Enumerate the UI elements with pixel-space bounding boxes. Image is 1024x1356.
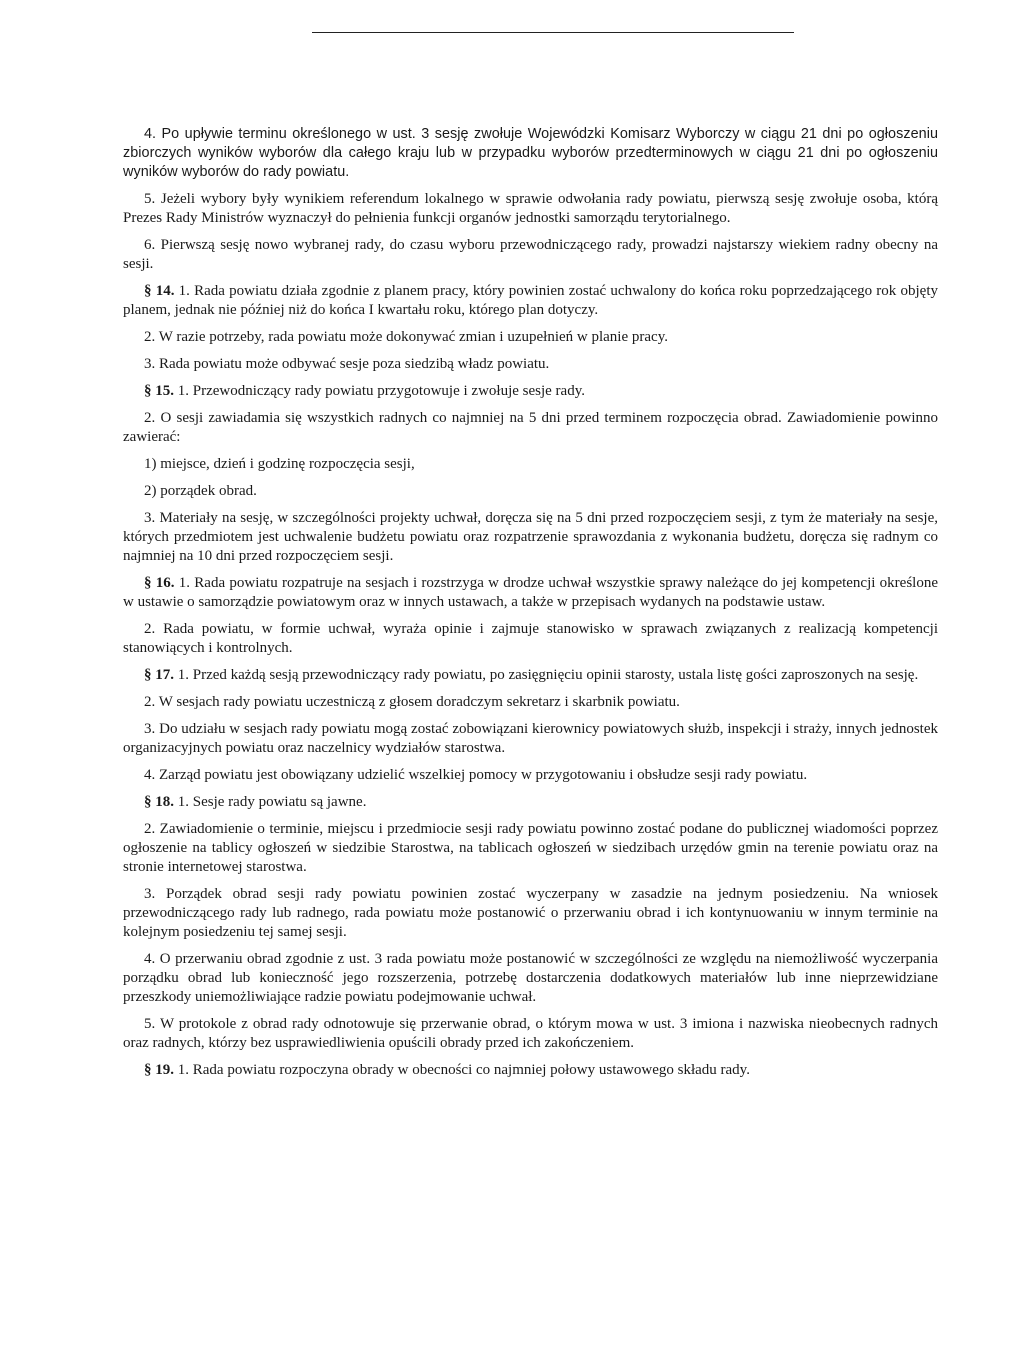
paragraph [123, 820, 938, 877]
paragraph [123, 1061, 938, 1080]
paragraph [123, 793, 938, 812]
paragraph [123, 282, 938, 320]
paragraph [123, 885, 938, 942]
paragraph [123, 355, 938, 374]
section-number: § 14. [144, 283, 175, 299]
paragraph-text: 1. Sesje rady powiatu są jawne. [174, 794, 367, 810]
section-number: § 15. [144, 383, 174, 399]
list-item [123, 482, 938, 501]
paragraph-text: 5. Jeżeli wybory były wynikiem referendum lokalnego w sprawie odwołania rady powiatu, pierwszą sesję zwołuje osoba, którą Prezes Rady Ministrów wyznaczył do pełnienia funkcji organów jednostki samorządu terytorialnego. [123, 191, 938, 226]
paragraph-text: 2. O sesji zawiadamia się wszystkich radnych co najmniej na 5 dni przed terminem rozpoczęcia obrad. Zawiadomienie powinno zawierać: [123, 410, 938, 445]
section-number: § 16. [144, 575, 175, 591]
document-body [123, 125, 938, 1088]
list-item [123, 455, 938, 474]
paragraph-text: 1. Rada powiatu działa zgodnie z planem pracy, który powinien zostać uchwalony do końca roku poprzedzającego rok objęty planem, jednak nie później niż do końca I kwartału roku, którego plan dotyczy. [123, 283, 938, 318]
paragraph-text: 6. Pierwszą sesję nowo wybranej rady, do czasu wyboru przewodniczącego rady, prowadzi najstarszy wiekiem radny obecny na sesji. [123, 237, 938, 272]
paragraph-text: 1. Przewodniczący rady powiatu przygotowuje i zwołuje sesje rady. [174, 383, 585, 399]
paragraph-text: 2. W sesjach rady powiatu uczestniczą z głosem doradczym sekretarz i skarbnik powiatu. [144, 694, 680, 710]
paragraph-text: 2. Zawiadomienie o terminie, miejscu i przedmiocie sesji rady powiatu powinno zostać podane do publicznej wiadomości poprzez ogłoszenie na tablicy ogłoszeń w siedzibie Starostwa, na tablicach ogłoszeń w siedzibach urzędów gmin na terenie powiatu oraz na stronie internetowej starostwa. [123, 821, 938, 875]
list-item-text: 2) porządek obrad. [144, 483, 257, 499]
paragraph-text: 3. Porządek obrad sesji rady powiatu powinien zostać wyczerpany w zasadzie na jednym posiedzeniu. Na wniosek przewodniczącego rady lub radnego, rada powiatu może postanowić o przerwaniu obrad i ich kontynuowaniu w innym terminie na kolejnym posiedzeniu tej samej sesji. [123, 886, 938, 940]
paragraph [123, 382, 938, 401]
paragraph-text: 1. Przed każdą sesją przewodniczący rady powiatu, po zasięgnięciu opinii starosty, ustala listę gości zaproszonych na sesję. [174, 667, 919, 683]
paragraph [123, 693, 938, 712]
list-item-text: 1) miejsce, dzień i godzinę rozpoczęcia sesji, [144, 456, 415, 472]
paragraph [123, 720, 938, 758]
paragraph [123, 950, 938, 1007]
top-rule [312, 32, 794, 33]
paragraph-text: 4. Po upływie terminu określonego w ust. 3 sesję zwołuje Wojewódzki Komisarz Wyborczy w ciągu 21 dni po ogłoszeniu zbiorczych wyników wyborów dla całego kraju lub w przypadku wyborów przedterminowych w ciągu 21 dni po ogłoszeniu wyników wyborów do rady powiatu. [123, 126, 938, 180]
section-number: § 17. [144, 667, 174, 683]
paragraph-text: 3. Rada powiatu może odbywać sesje poza siedzibą władz powiatu. [144, 356, 550, 372]
paragraph [123, 574, 938, 612]
paragraph-text: 2. Rada powiatu, w formie uchwał, wyraża opinie i zajmuje stanowisko w sprawach związanych z realizacją kompetencji stanowiących i kontrolnych. [123, 621, 938, 656]
paragraph-text: 1. Rada powiatu rozpoczyna obrady w obecności co najmniej połowy ustawowego składu rady. [174, 1062, 750, 1078]
paragraph [123, 509, 938, 566]
section-number: § 18. [144, 794, 174, 810]
paragraph [123, 125, 938, 182]
paragraph-text: 2. W razie potrzeby, rada powiatu może dokonywać zmian i uzupełnień w planie pracy. [144, 329, 668, 345]
section-number: § 19. [144, 1062, 174, 1078]
paragraph [123, 409, 938, 447]
paragraph-text: 4. O przerwaniu obrad zgodnie z ust. 3 rada powiatu może postanowić w szczególności ze względu na niemożliwość wyczerpania porządku obrad lub konieczność jego rozszerzenia, potrzebę dostarczenia dodatkowych materiałów lub inne nieprzewidziane przeszkody uniemożliwiające radzie powiatu podejmowanie uchwał. [123, 951, 938, 1005]
paragraph-text: 1. Rada powiatu rozpatruje na sesjach i rozstrzyga w drodze uchwał wszystkie sprawy należące do jej kompetencji określone w ustawie o samorządzie powiatowym oraz w innych ustawach, a także w przepisach wydanych na podstawie ustaw. [123, 575, 938, 610]
paragraph-text: 3. Materiały na sesję, w szczególności projekty uchwał, doręcza się na 5 dni przed rozpoczęciem sesji, z tym że materiały na sesje, których przedmiotem jest uchwalenie budżetu powiatu oraz rozpatrzenie sprawozdania z wykonania budżetu, doręcza się radnym co najmniej na 10 dni przed rozpoczęciem sesji. [123, 510, 938, 564]
paragraph [123, 620, 938, 658]
paragraph [123, 328, 938, 347]
paragraph [123, 190, 938, 228]
paragraph-text: 3. Do udziału w sesjach rady powiatu mogą zostać zobowiązani kierownicy powiatowych służb, inspekcji i straży, innych jednostek organizacyjnych powiatu oraz naczelnicy wydziałów starostwa. [123, 721, 938, 756]
paragraph-text: 5. W protokole z obrad rady odnotowuje się przerwanie obrad, o którym mowa w ust. 3 imiona i nazwiska nieobecnych radnych oraz radnych, którzy bez usprawiedliwienia opuścili obrady przed ich zakończeniem. [123, 1016, 938, 1051]
paragraph [123, 236, 938, 274]
paragraph [123, 666, 938, 685]
paragraph [123, 1015, 938, 1053]
paragraph-text: 4. Zarząd powiatu jest obowiązany udzielić wszelkiej pomocy w przygotowaniu i obsłudze sesji rady powiatu. [144, 767, 808, 783]
paragraph [123, 766, 938, 785]
